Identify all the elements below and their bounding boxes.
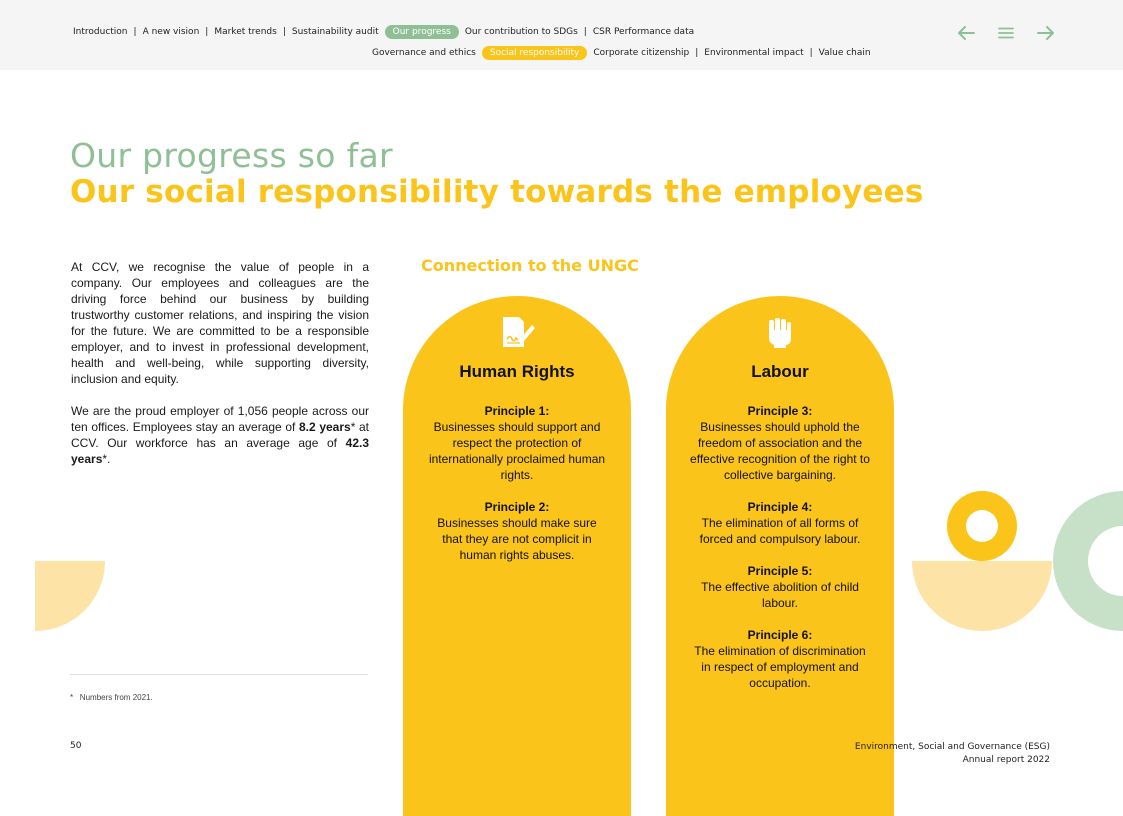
nav-our-contribution-to-sdgs[interactable]: Our contribution to SDGs — [464, 27, 578, 37]
principle-item — [427, 403, 607, 483]
principle-title: Principle 2: — [484, 500, 550, 514]
report-title-line-2: Annual report 2022 — [962, 755, 1050, 765]
tenure-value: 8.2 years — [299, 420, 351, 434]
nav-introduction[interactable]: Introduction — [73, 27, 128, 37]
decorative-quarter-circle — [35, 561, 105, 631]
raised-fist-icon — [762, 314, 798, 350]
footnote-mark: * — [70, 693, 74, 702]
nav-value-chain[interactable]: Value chain — [818, 48, 871, 58]
labour-card — [666, 296, 894, 816]
principle-text: Businesses should support and respect the protection of internationally proclaimed human rights. — [428, 420, 606, 482]
principle-title: Principle 6: — [747, 628, 813, 642]
principle-item — [427, 499, 607, 563]
page-title: Our social responsibility towards the employees — [70, 174, 924, 210]
principle-text: Businesses should make sure that they are not complicit in human rights abuses. — [437, 516, 597, 562]
intro-text-segment: *. — [102, 452, 111, 466]
menu-icon[interactable] — [996, 23, 1016, 43]
nav-row-sections — [71, 25, 696, 39]
principle-title: Principle 1: — [484, 404, 550, 418]
ungc-title: Connection to the UNGC — [421, 256, 639, 275]
principle-text: The effective abolition of child labour. — [701, 580, 859, 610]
principle-text: The elimination of all forms of forced and compulsory labour. — [699, 516, 861, 546]
nav-corporate-citizenship[interactable]: Corporate citizenship — [593, 48, 690, 58]
footnote-text: Numbers from 2021. — [79, 693, 153, 702]
top-navigation-bar — [0, 0, 1123, 70]
nav-market-trends[interactable]: Market trends — [214, 27, 277, 37]
nav-separator: | — [695, 48, 699, 58]
intro-text — [71, 259, 369, 483]
principle-text: Businesses should uphold the freedom of association and the effective recognition of the right to collective bargaining. — [690, 420, 870, 482]
page-number: 50 — [70, 741, 82, 751]
arrow-left-icon[interactable] — [956, 23, 976, 43]
nav-separator: | — [133, 27, 137, 37]
footnote-divider — [70, 674, 368, 675]
labour-title: Labour — [751, 362, 809, 381]
intro-paragraph-2 — [71, 403, 369, 467]
nav-separator: | — [583, 27, 587, 37]
principle-item — [690, 499, 870, 547]
page-navigation-controls — [956, 23, 1056, 43]
nav-environmental-impact[interactable]: Environmental impact — [704, 48, 804, 58]
human-rights-card — [403, 296, 631, 816]
nav-our-progress-active[interactable]: Our progress — [385, 25, 459, 39]
report-title-line-1: Environment, Social and Governance (ESG) — [854, 742, 1050, 752]
human-rights-title: Human Rights — [459, 362, 575, 381]
report-title — [855, 741, 1050, 767]
arrow-right-icon[interactable] — [1036, 23, 1056, 43]
intro-text-segment: We are the proud employer of 1,056 people across our ten offices. Employees stay an average of — [71, 404, 369, 434]
labour-principles — [690, 403, 870, 707]
principle-title: Principle 4: — [747, 500, 813, 514]
nav-separator: | — [205, 27, 209, 37]
nav-csr-performance-data[interactable]: CSR Performance data — [592, 27, 695, 37]
principle-item — [690, 627, 870, 691]
nav-separator: | — [809, 48, 813, 58]
nav-social-responsibility-active[interactable]: Social responsibility — [482, 46, 587, 60]
section-heading: Our progress so far — [70, 136, 393, 175]
decorative-shapes-cluster — [912, 491, 1123, 631]
nav-sustainability-audit[interactable]: Sustainability audit — [291, 27, 379, 37]
nav-governance-and-ethics[interactable]: Governance and ethics — [372, 48, 476, 58]
nav-row-subsections — [370, 46, 873, 60]
average-age-value: 42.3 years — [71, 436, 369, 466]
principle-item — [690, 403, 870, 483]
nav-separator: | — [282, 27, 286, 37]
principle-title: Principle 3: — [747, 404, 813, 418]
principle-item — [690, 563, 870, 611]
document-signature-icon — [499, 314, 535, 350]
human-rights-principles — [427, 403, 607, 579]
principle-title: Principle 5: — [747, 564, 813, 578]
intro-text-segment: * at CCV. Our workforce has an average age of — [71, 420, 369, 450]
intro-paragraph-1: At CCV, we recognise the value of people in a company. Our employees and colleagues are the driving force behind our business by building trustworthy customer relations, and inspiring the vision for the future. We are committed to be a responsible employer, and to invest in professional development, health and well-being, while supporting diversity, inclusion and equity. — [71, 260, 369, 386]
nav-a-new-vision[interactable]: A new vision — [142, 27, 200, 37]
footnote — [70, 693, 153, 702]
principle-text: The elimination of discrimination in respect of employment and occupation. — [694, 644, 866, 690]
